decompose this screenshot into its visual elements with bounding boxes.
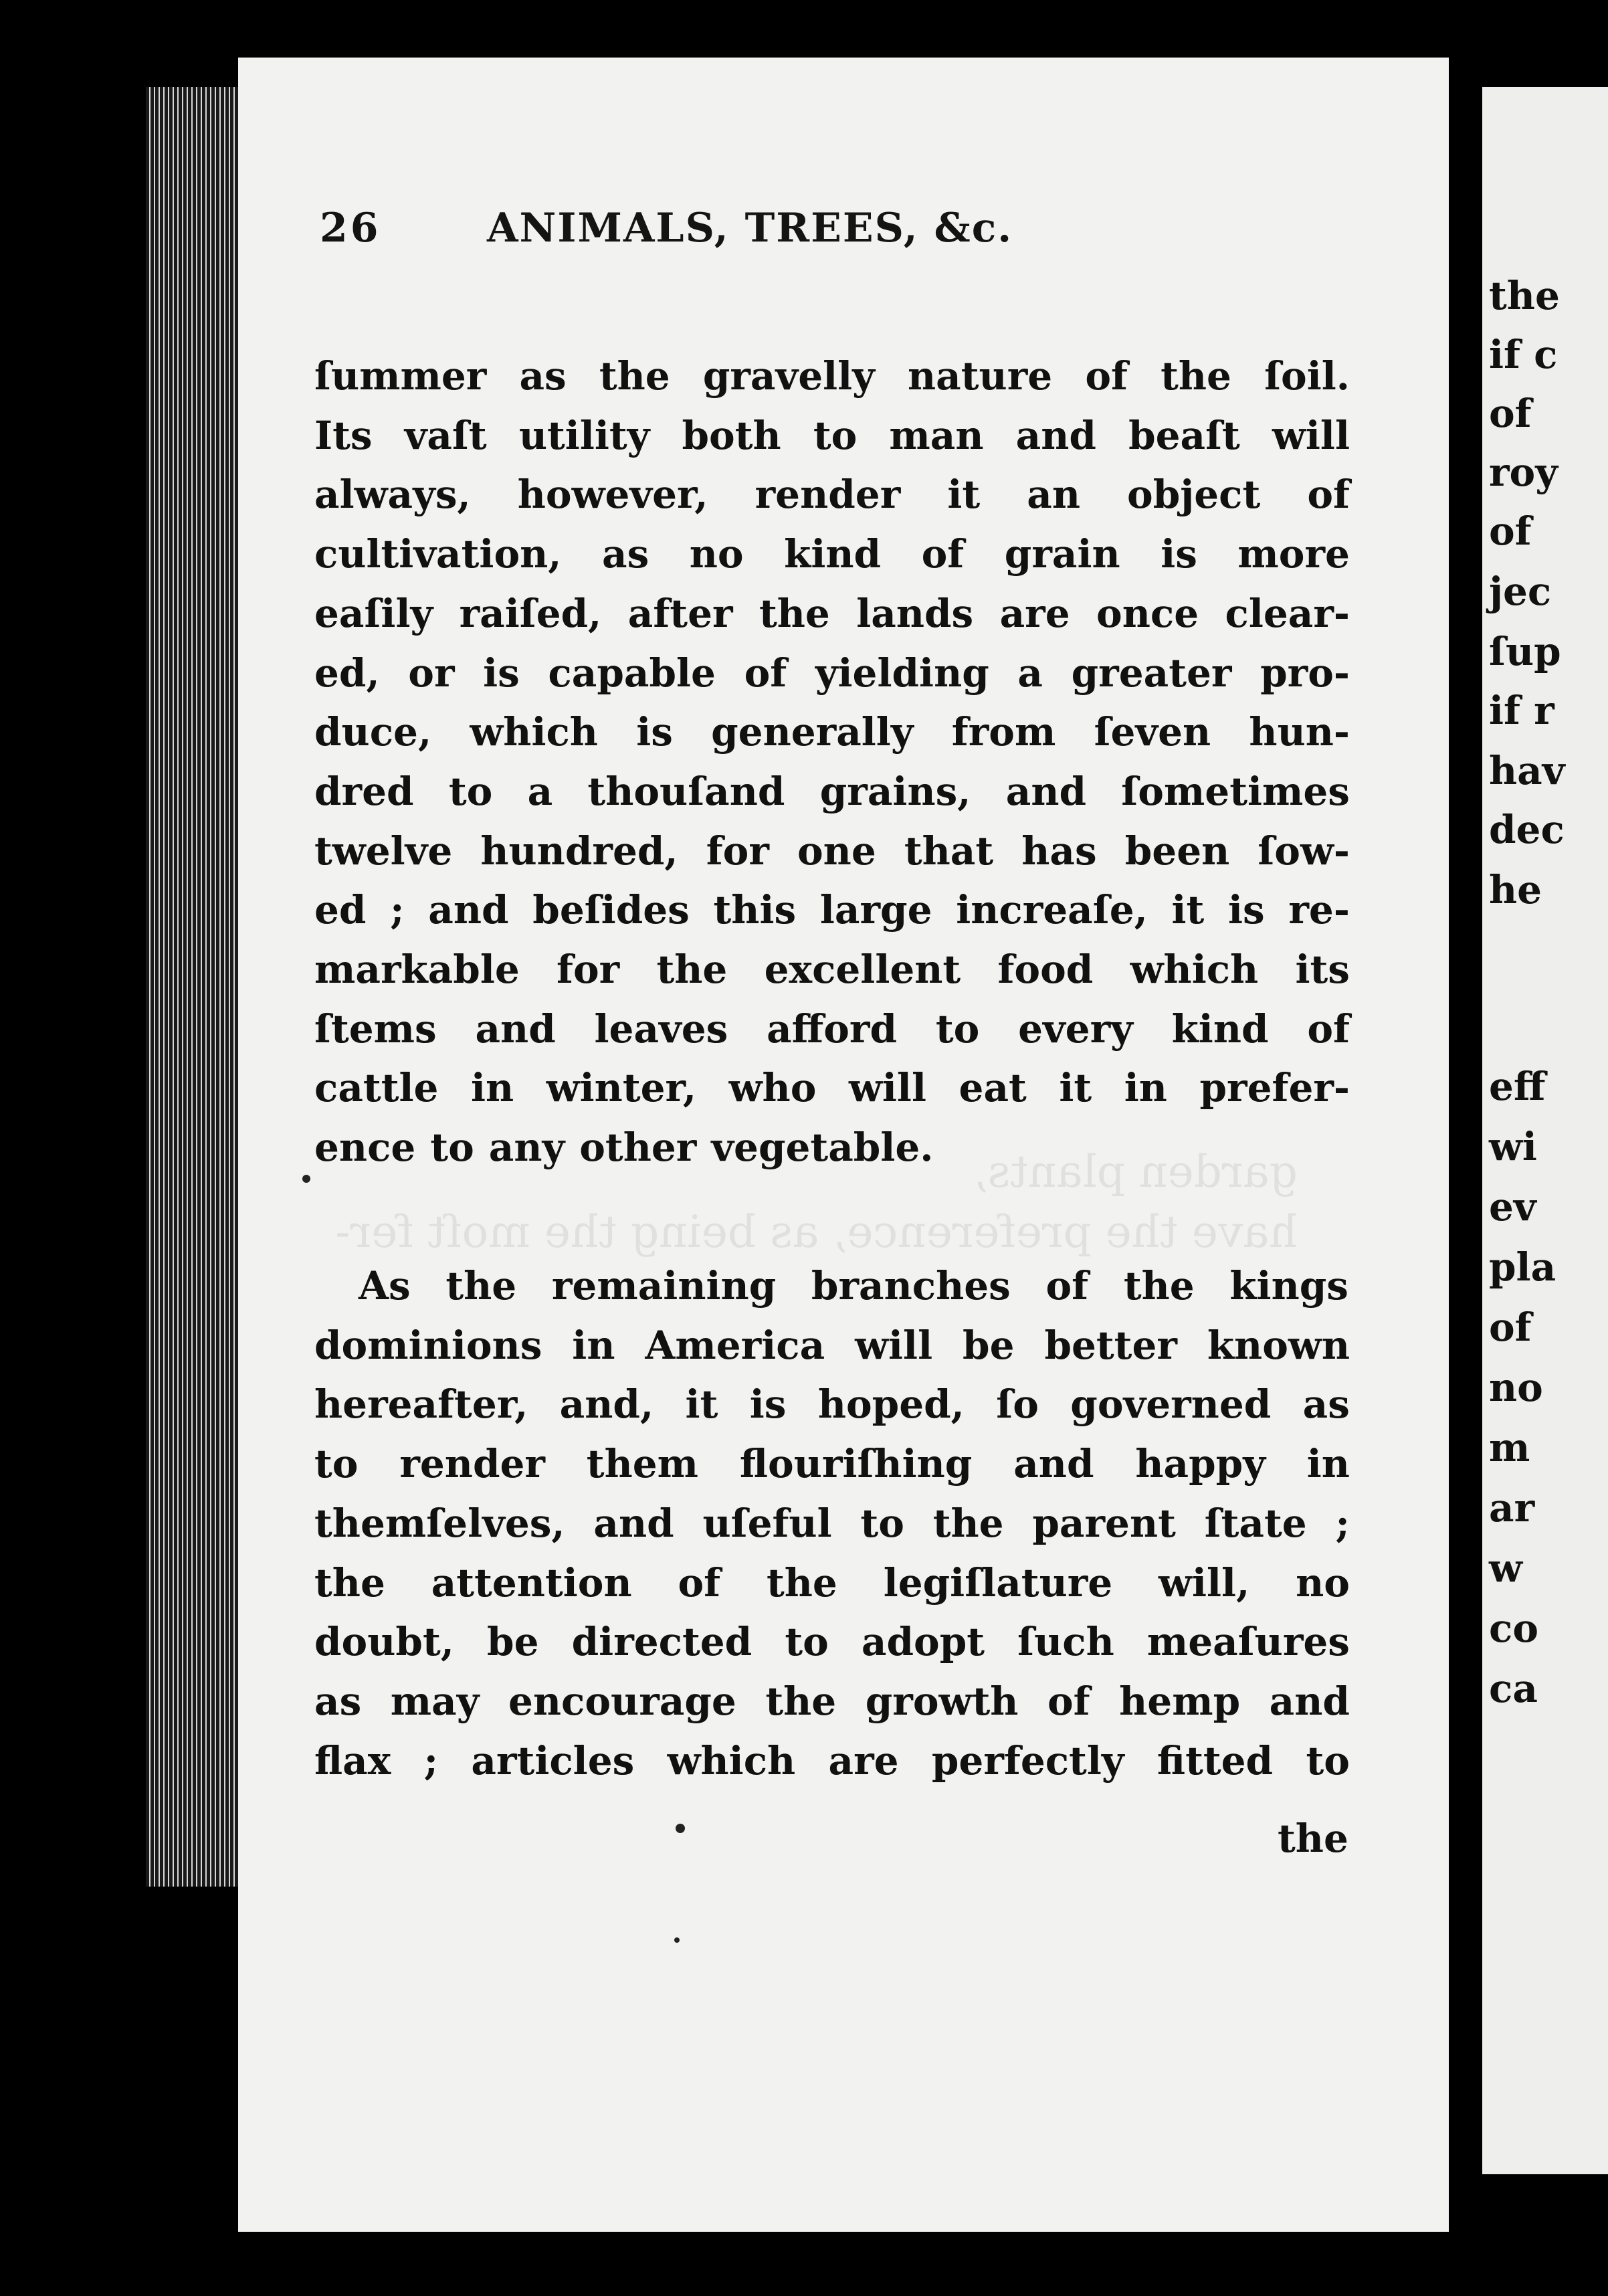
right-book-page-fragment (1482, 87, 1608, 2174)
word: ſuch (1017, 1619, 1114, 1664)
word: and (475, 1006, 556, 1052)
word: branches (811, 1263, 1011, 1309)
word: afford (767, 1006, 898, 1052)
word: yielding (815, 650, 989, 696)
paragraph1-line-5 (314, 591, 1350, 650)
paragraph2-line-3 (314, 1381, 1350, 1440)
word: the (599, 353, 670, 399)
word: are (828, 1738, 899, 1784)
right-page-line-21: co (1489, 1606, 1539, 1651)
word: dred (314, 769, 414, 814)
word: known (1207, 1323, 1350, 1368)
word: no (1296, 1560, 1350, 1606)
word: utility (518, 413, 650, 458)
word: ; (390, 887, 405, 933)
word: to (448, 769, 493, 814)
word: eaſily (314, 591, 433, 636)
word: this (713, 887, 797, 933)
word: will (1272, 413, 1350, 458)
word: ed, (314, 650, 380, 696)
right-page-line-13: wi (1489, 1124, 1537, 1169)
word: food (997, 947, 1094, 992)
word: hoped, (817, 1381, 965, 1427)
word: articles (471, 1738, 635, 1784)
word: adopt (861, 1619, 985, 1664)
word: ſtate (1204, 1501, 1307, 1546)
word: to (314, 1441, 359, 1487)
word: is (636, 709, 673, 755)
word: of (1307, 472, 1350, 517)
paragraph2-line-7 (314, 1619, 1350, 1678)
word: beſides (532, 887, 690, 933)
right-page-line-18: m (1489, 1425, 1530, 1470)
word: them (586, 1441, 699, 1487)
word: ſeven (1094, 709, 1211, 755)
catchword: the (1278, 1816, 1348, 1861)
word: governed (1070, 1381, 1272, 1427)
word: cultivation, (314, 531, 562, 577)
word: ſoil. (1264, 353, 1350, 399)
word: of (1085, 353, 1128, 399)
word: encourage (508, 1679, 736, 1724)
word: vegetable. (711, 1125, 934, 1170)
word: ſo (996, 1381, 1039, 1427)
word: may (390, 1679, 480, 1724)
word: which (667, 1738, 796, 1784)
page-header (320, 205, 1256, 272)
paragraph2-line-8 (314, 1679, 1350, 1737)
word: which (1130, 947, 1259, 992)
paragraph1-line-10 (314, 887, 1350, 946)
signature-mark (676, 1824, 685, 1833)
word: is (483, 650, 520, 696)
book-page-edges (146, 87, 246, 1887)
word: one (797, 828, 876, 874)
word: parent (1032, 1501, 1176, 1546)
right-page-line-10: dec (1489, 807, 1565, 852)
paragraph2-line-4 (314, 1441, 1350, 1500)
word: gravelly (702, 353, 875, 399)
word: ; (423, 1738, 439, 1784)
word: to (785, 1619, 829, 1664)
paragraph1-line-6 (314, 650, 1350, 709)
paragraph1-line-8 (314, 769, 1350, 828)
word: render (399, 1441, 545, 1487)
word: thouſand (587, 769, 785, 814)
paragraph1-line-2 (314, 413, 1350, 472)
page-number: 26 (320, 205, 381, 252)
word: in (1124, 1065, 1167, 1111)
word: for (706, 828, 769, 874)
word: to (430, 1125, 474, 1170)
ink-speck (674, 1937, 680, 1943)
word: ſow- (1258, 828, 1350, 874)
right-page-line-12: eff (1489, 1064, 1546, 1109)
word: a (527, 769, 553, 814)
word: of (1047, 1679, 1090, 1724)
right-page-line-7: ſup (1489, 629, 1561, 674)
word: other (579, 1125, 697, 1170)
word: object (1127, 472, 1261, 517)
word: greater (1071, 650, 1232, 696)
word: grains, (819, 769, 971, 814)
paragraph2-line-5 (314, 1501, 1350, 1559)
right-page-line-14: ev (1489, 1184, 1536, 1230)
word: to (813, 413, 858, 458)
word: hereafter, (314, 1381, 528, 1427)
word: it (1059, 1065, 1092, 1111)
word: and (1015, 413, 1096, 458)
right-page-line-5: of (1489, 508, 1532, 554)
paragraph1-line-12 (314, 1006, 1350, 1065)
word: are (999, 591, 1070, 636)
word: any (488, 1125, 565, 1170)
word: more (1237, 531, 1350, 577)
right-page-line-4: roy (1489, 450, 1558, 495)
word: its (1295, 947, 1350, 992)
word: in (572, 1323, 615, 1368)
word: ſtems (314, 1006, 437, 1052)
word: to (935, 1006, 980, 1052)
word: ence (314, 1125, 416, 1170)
running-head: ANIMALS, TREES, &c. (487, 205, 1013, 252)
word: and, (559, 1381, 654, 1427)
right-page-line-8: if r (1489, 688, 1554, 733)
word: be (963, 1323, 1015, 1368)
word: pro- (1260, 650, 1350, 696)
word: the (932, 1501, 1004, 1546)
paragraph1-line-4 (314, 531, 1350, 590)
word: flouriſhing (739, 1441, 973, 1487)
word: raiſed, (459, 591, 602, 636)
word: and (593, 1501, 674, 1546)
word: eat (959, 1065, 1027, 1111)
word: re- (1288, 887, 1350, 933)
word: been (1124, 828, 1230, 874)
word: no (689, 531, 744, 577)
ink-speck (302, 1175, 310, 1183)
word: in (470, 1065, 514, 1111)
word: ; (1335, 1501, 1350, 1546)
word: vaſt (404, 413, 487, 458)
word: the (314, 1560, 385, 1606)
word: always, (314, 472, 471, 517)
word: however, (517, 472, 708, 517)
paragraph1-line-3 (314, 472, 1350, 531)
word: kind (1171, 1006, 1269, 1052)
word: themſelves, (314, 1501, 565, 1546)
right-page-line-15: pla (1489, 1244, 1556, 1290)
word: flax (314, 1738, 391, 1784)
word: cattle (314, 1065, 439, 1111)
word: of (744, 650, 787, 696)
word: hun- (1249, 709, 1350, 755)
word: fitted (1157, 1738, 1274, 1784)
word: of (1307, 1006, 1350, 1052)
right-page-line-2: if c (1489, 332, 1558, 377)
word: the (765, 1679, 837, 1724)
word: is (1228, 887, 1265, 933)
right-page-line-3: of (1489, 391, 1532, 436)
word: has (1021, 828, 1097, 874)
paragraph1-line-9 (314, 828, 1350, 887)
word: hemp (1119, 1679, 1241, 1724)
word: ed (314, 887, 367, 933)
word: clear- (1225, 591, 1350, 636)
word: happy (1135, 1441, 1266, 1487)
paragraph2-line-2 (314, 1323, 1350, 1381)
right-page-line-20: w (1489, 1545, 1522, 1591)
word: dominions (314, 1323, 542, 1368)
word: America (645, 1323, 825, 1368)
word: will (855, 1323, 933, 1368)
word: growth (865, 1679, 1019, 1724)
word: perfectly (931, 1738, 1124, 1784)
word: will (848, 1065, 926, 1111)
word: uſeful (702, 1501, 832, 1546)
word: ſometimes (1121, 769, 1350, 814)
word: better (1044, 1323, 1177, 1368)
word: of (1045, 1263, 1089, 1309)
word: once (1096, 591, 1199, 636)
word: and (428, 887, 509, 933)
word: kings (1229, 1263, 1348, 1309)
word: hundred, (480, 828, 678, 874)
word: a (1017, 650, 1043, 696)
paragraph2-line-9 (314, 1738, 1350, 1797)
paragraph2-line-6 (314, 1560, 1350, 1619)
right-page-line-19: ar (1489, 1485, 1535, 1531)
word: the (759, 591, 830, 636)
word: which (470, 709, 598, 755)
paragraph1-line-7 (314, 709, 1350, 768)
word: the (766, 1560, 837, 1606)
word: kind (784, 531, 882, 577)
paragraph1-line-1 (314, 353, 1350, 412)
word: increaſe, (956, 887, 1148, 933)
word: lands (856, 591, 974, 636)
word: directed (571, 1619, 752, 1664)
right-page-line-17: no (1489, 1365, 1543, 1410)
right-page-line-11: he (1489, 867, 1542, 913)
word: capable (548, 650, 716, 696)
word: is (749, 1381, 787, 1427)
word: man (889, 413, 984, 458)
word: to (1306, 1738, 1350, 1784)
word: render (755, 472, 901, 517)
word: every (1018, 1006, 1133, 1052)
word: the (1161, 353, 1231, 399)
word: will, (1159, 1560, 1250, 1606)
word: as (314, 1679, 362, 1724)
word: doubt, (314, 1619, 454, 1664)
word: and (1269, 1679, 1350, 1724)
word: who (728, 1065, 817, 1111)
word: nature (908, 353, 1053, 399)
word: it (947, 472, 981, 517)
word: for (557, 947, 620, 992)
word: as (602, 531, 649, 577)
word: As (359, 1263, 411, 1309)
word: beaſt (1128, 413, 1240, 458)
paragraph1-line-11 (314, 947, 1350, 1006)
word: in (1306, 1441, 1350, 1487)
word: remaining (551, 1263, 777, 1309)
word: ſummer (314, 353, 487, 399)
word: legiſlature (883, 1560, 1113, 1606)
word: grain (1004, 531, 1120, 577)
word: of (921, 531, 965, 577)
word: prefer- (1199, 1065, 1350, 1111)
word: markable (314, 947, 520, 992)
word: the (445, 1263, 517, 1309)
word: after (627, 591, 733, 636)
word: of (678, 1560, 721, 1606)
word: and (1005, 769, 1087, 814)
right-page-line-9: hav (1489, 748, 1565, 793)
word: from (951, 709, 1056, 755)
word: be (487, 1619, 539, 1664)
word: twelve (314, 828, 453, 874)
word: both (682, 413, 781, 458)
word: excellent (764, 947, 961, 992)
word: as (519, 353, 567, 399)
word: large (819, 887, 932, 933)
word: as (1302, 1381, 1350, 1427)
right-page-line-22: ca (1489, 1666, 1538, 1711)
word: meaſures (1146, 1619, 1350, 1664)
right-page-line-6: jec (1489, 569, 1552, 614)
word: leaves (594, 1006, 728, 1052)
word: and (1013, 1441, 1094, 1487)
word: Its (314, 413, 373, 458)
word: winter, (546, 1065, 697, 1111)
right-page-line-1: the (1489, 273, 1560, 318)
word: an (1027, 472, 1080, 517)
word: it (685, 1381, 718, 1427)
word: is (1161, 531, 1197, 577)
word: the (656, 947, 728, 992)
paragraph1-line-14 (314, 1125, 1350, 1183)
right-page-line-16: of (1489, 1305, 1532, 1350)
word: to (860, 1501, 904, 1546)
word: duce, (314, 709, 432, 755)
word: that (904, 828, 994, 874)
word: generally (711, 709, 914, 755)
paragraph1-line-13 (314, 1065, 1350, 1124)
word: attention (431, 1560, 632, 1606)
word: it (1171, 887, 1205, 933)
word: or (408, 650, 455, 696)
word: the (1123, 1263, 1195, 1309)
paragraph2-line-1 (359, 1263, 1348, 1322)
